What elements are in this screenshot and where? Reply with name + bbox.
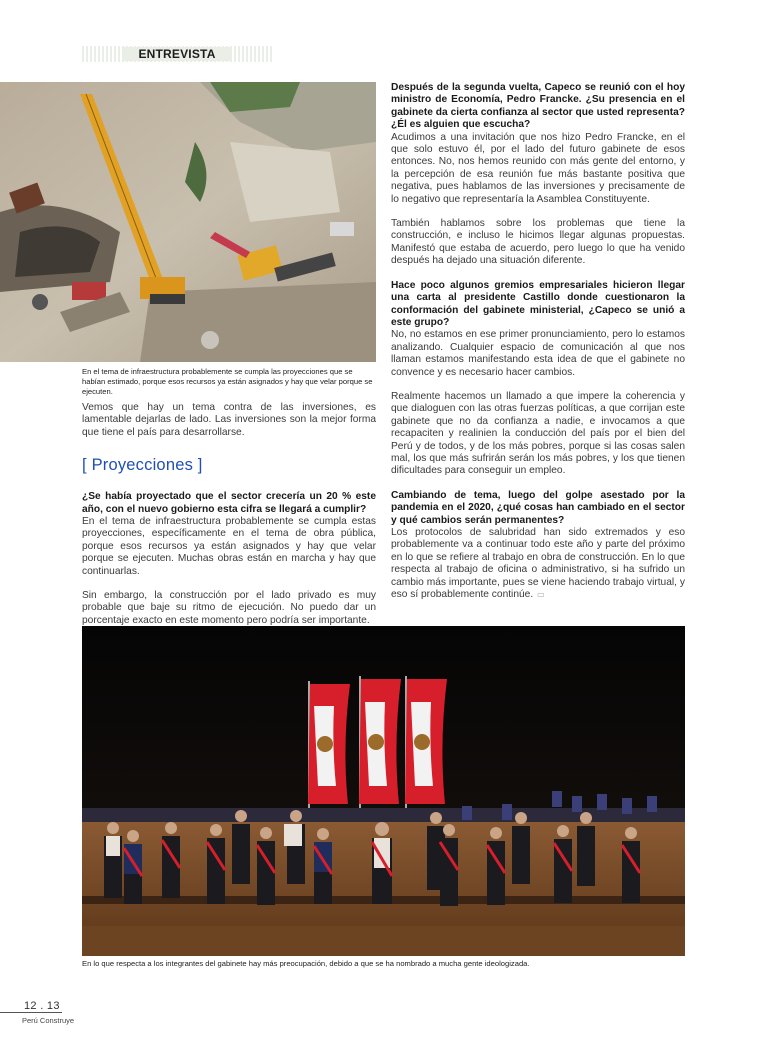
answer-francke: Acudimos a una invitación que nos hizo Pedro Francke, en el que solo estuvo él, por el lado del futuro gabinete de esos entonces. No, nos hemos reunido con más gente del entorno, y la percepción de esa reunión fue más bastante positiva que negativa, pues hablamos de las inversiones y precisamente de lo negativo que representaría la Asamblea Constituyente.	[391, 131, 685, 205]
question-pandemic: Cambiando de tema, luego del golpe asestado por la pandemia en el 2020, ¿qué cosas han cambiado en el sector y qué cambios serán permanentes?	[391, 489, 685, 526]
answer-growth: En el tema de infraestructura probablemente se cumpla estas proyecciones, específicamente en el tema de obra pública, porque esos recursos ya están asignados y hay que velar porque se ejecuten. Muchas obras están en marcha y hay que continuarlas.	[82, 516, 376, 577]
left-intro-paragraph: Vemos que hay un tema contra de las inversiones, es lamentable dejarlas de lado. Las inversiones son la mejor forma que tiene el país para desarrollarse.	[82, 402, 376, 438]
bottom-photo-caption: En lo que respecta a los integrantes del gabinete hay más preocupación, debido a que se ha nombrado a mucha gente ideologizada.	[82, 959, 530, 968]
footer-rule	[0, 1012, 62, 1013]
cabinet-ceremony-photo	[82, 626, 685, 956]
section-tag	[82, 46, 272, 62]
page-numbers: 12 . 13	[24, 1000, 60, 1012]
question-francke: Después de la segunda vuelta, Capeco se reunió con el hoy ministro de Economía, Pedro Francke. ¿Su presencia en el gabinete da cierta confianza al sector que usted representa? ¿Él es alguien que escucha?	[391, 82, 685, 131]
question-letter: Hace poco algunos gremios empresariales hicieron llegar una carta al presidente Castillo donde cuestionaron la conformación del gabinete ministerial, ¿Capeco se unió a este grupo?	[391, 279, 685, 328]
answer-letter: No, no estamos en ese primer pronunciamiento, pero lo estamos analizando. Cualquier espacio de comunicación al que nos llaman estamos manifestando esta idea de que el gabinete no convence y es necesario hacer cambios.	[391, 329, 685, 378]
question-growth: ¿Se había proyectado que el sector crecería un 20 % este año, con el nuevo gobierno esta cifra se llegará a cumplir?	[82, 491, 376, 515]
answer-francke-2: También hablamos sobre los problemas que tiene la construcción, e incluso le hicimos llegar algunas propuestas. Manifestó que estaba de acuerdo, pero luego lo que ha venido después ha dejado una situación diferente.	[391, 218, 685, 267]
construction-site-photo	[0, 82, 376, 362]
end-mark-icon: ▭	[537, 590, 545, 600]
right-column	[391, 82, 685, 613]
answer-pandemic	[391, 527, 685, 601]
proyecciones-heading: [ Proyecciones ]	[82, 456, 203, 475]
answer-pandemic-text: Los protocolos de salubridad han sido extremados y eso probablemente va a continuar todo este año y parte del próximo en lo que se refiere al trabajo en obra de construcción. En lo que respecta al trabajo de oficina o administrativo, si ha sufrido un cambio más importante, pues se viene haciendo trabajo virtual, y eso sí probablemente continúe.	[391, 527, 685, 601]
answer-growth-2: Sin embargo, la construcción por el lado privado es muy probable que baje su ritmo de ejecución. No puedo dar un porcentaje exacto en este momento pero podría ser importante.	[82, 590, 376, 626]
magazine-name: Perú Construye	[22, 1016, 75, 1025]
section-label: ENTREVISTA	[124, 47, 229, 61]
answer-letter-2: Realmente hacemos un llamado a que impere la coherencia y que dialoguen con las otras fuerzas políticas, a que corrijan este gabinete que no da confianza a nadie, e invocamos a que recapaciten y realinien la conducción del país por el bien del Perú y de todos, y de los más pobres, porque si las cosas salen mal, los que más sufrirán serán los más pobres, y los que tienen dificultades para conseguir un empleo.	[391, 390, 685, 477]
top-photo-caption: En el tema de infraestructura probablemente se cumpla las proyecciones que se habían estimado, porque esos recursos ya están asignados y hay que velar porque se ejecuten.	[82, 367, 373, 396]
left-column	[82, 402, 376, 639]
